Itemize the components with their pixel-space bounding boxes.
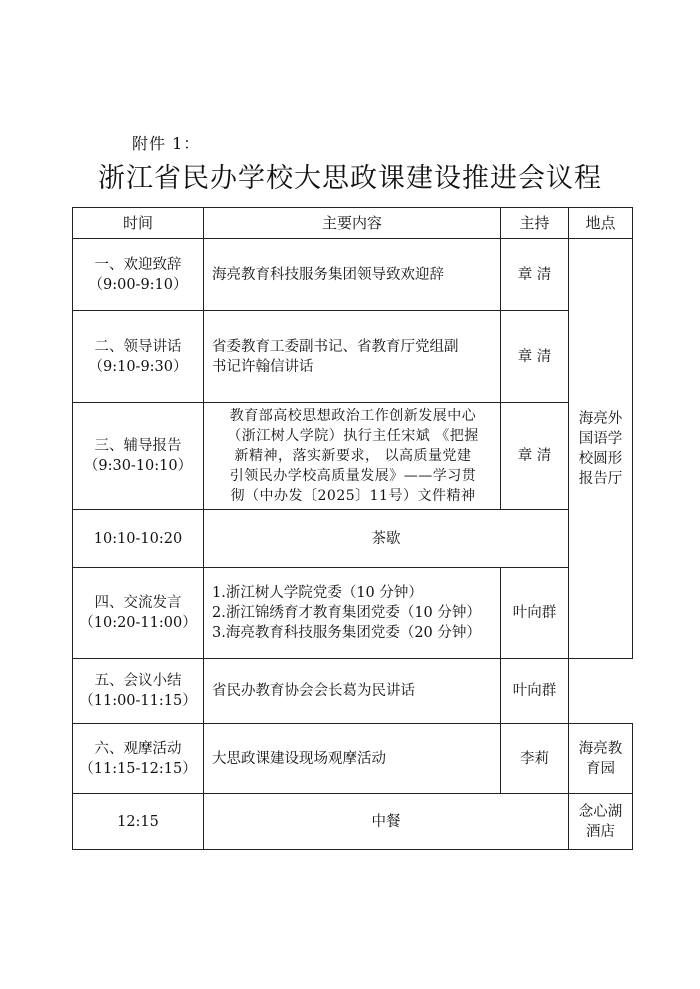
location-line: 国语学 (578, 430, 623, 447)
content-line: 省民办教育协会会长葛为民讲话 (212, 683, 415, 699)
attachment-label: 附件 1： (132, 134, 201, 153)
time-range: （9:00-9:10） (88, 276, 188, 293)
content-line: （浙江树人学院）执行主任宋斌 《把握 (227, 428, 479, 444)
time-cell (73, 568, 204, 659)
table-row (73, 239, 633, 311)
time-title: 六、观摩活动 (94, 740, 182, 757)
table-row (73, 510, 633, 568)
host-cell: 章 清 (501, 311, 569, 403)
content-line: 教育部高校思想政治工作创新发展中心 (229, 408, 477, 424)
header-location: 地点 (569, 208, 633, 239)
time-range: （9:30-10:10） (83, 458, 193, 474)
content-line: 书记许翰信讲话 (212, 358, 314, 375)
content-line: 1.浙江树人学院党委（10 分钟） (212, 585, 423, 601)
content-cell (204, 311, 501, 403)
location-line: 报告厅 (578, 470, 623, 487)
table-row (73, 724, 633, 794)
location-cell-main (569, 239, 633, 659)
time-cell (73, 239, 204, 311)
time-cell: 12:15 (73, 794, 204, 850)
page-title: 浙江省民办学校大思政课建设推进会议程 (98, 163, 602, 194)
content-line: 省委教育工委副书记、省教育厅党组副 (212, 338, 459, 355)
host-cell: 叶向群 (501, 659, 569, 724)
content-cell: 中餐 (204, 794, 569, 850)
time-range: （9:10-9:30） (88, 358, 188, 375)
table-row (73, 568, 633, 659)
location-cell-tour (569, 724, 633, 794)
table-header-row (73, 208, 633, 239)
location-line: 念心湖 (578, 803, 623, 820)
time-range: （10:20-11:00） (79, 615, 197, 631)
content-cell (204, 239, 501, 311)
host-cell: 章 清 (501, 239, 569, 311)
content-line: 2.浙江锦绣育才教育集团党委（10 分钟） (212, 605, 481, 621)
time-cell (73, 403, 204, 510)
table-row (73, 403, 633, 510)
location-line: 海亮外 (578, 410, 623, 427)
time-cell (73, 724, 204, 794)
content-line: 新精神，落实新要求， 以高质量党建 (234, 448, 472, 464)
content-line: 彻（中办发〔2025〕11号）文件精神 (230, 488, 476, 504)
content-line: 大思政课建设现场观摩活动 (212, 750, 386, 767)
time-range: （11:15-12:15） (79, 760, 197, 777)
location-line: 校圆形 (578, 450, 623, 467)
time-cell (73, 659, 204, 724)
time-title: 三、辅导报告 (94, 438, 182, 454)
time-range: （11:00-11:15） (79, 693, 197, 709)
host-cell: 章 清 (501, 403, 569, 510)
header-content: 主要内容 (204, 208, 501, 239)
header-time: 时间 (73, 208, 204, 239)
content-cell (204, 403, 501, 510)
table-row (73, 311, 633, 403)
location-cell-lunch (569, 794, 633, 850)
content-cell (204, 659, 501, 724)
content-cell (204, 568, 501, 659)
time-title: 二、领导讲话 (94, 338, 182, 355)
host-cell: 叶向群 (501, 568, 569, 659)
location-line: 酒店 (586, 823, 615, 840)
content-line: 海亮教育科技服务集团领导致欢迎辞 (212, 266, 444, 283)
content-line: 引领民办学校高质量发展》——学习贯 (229, 468, 477, 484)
time-cell: 10:10-10:20 (73, 510, 204, 568)
table-row (73, 659, 633, 724)
table-row (73, 794, 633, 850)
content-cell: 茶歇 (204, 510, 569, 568)
location-line: 育园 (586, 760, 615, 777)
agenda-table (72, 207, 633, 850)
content-cell (204, 724, 501, 794)
time-title: 四、交流发言 (94, 595, 182, 611)
host-cell: 李莉 (501, 724, 569, 794)
time-cell (73, 311, 204, 403)
time-title: 五、会议小结 (94, 673, 182, 689)
header-host: 主持 (501, 208, 569, 239)
time-title: 一、欢迎致辞 (94, 256, 182, 273)
content-line: 3.海亮教育科技服务集团党委（20 分钟） (212, 625, 481, 641)
location-line: 海亮教 (578, 740, 623, 757)
